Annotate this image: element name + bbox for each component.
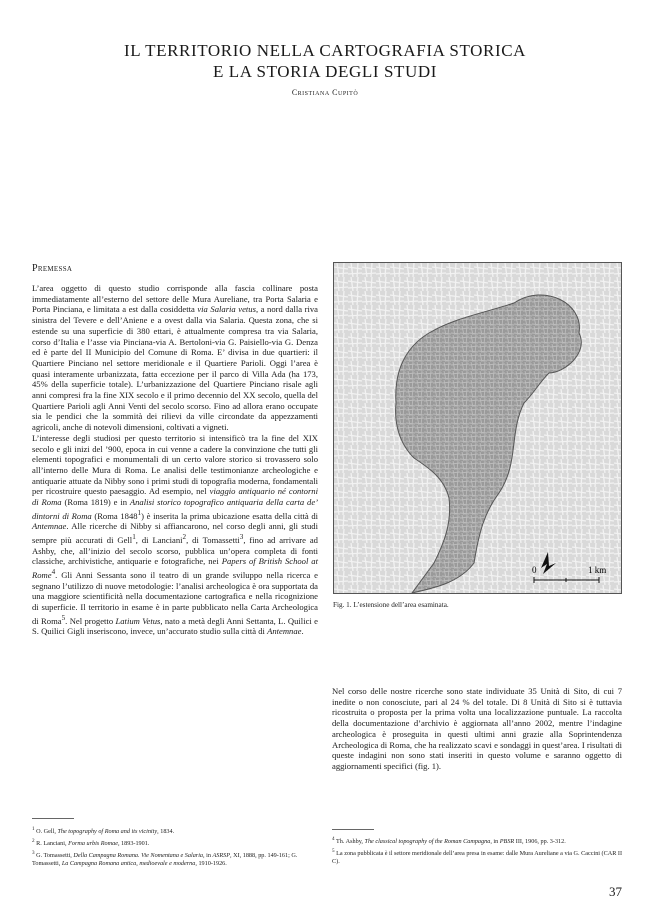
- italic-run: La Campagna Romana antica, medioevale e moderna: [61, 860, 196, 868]
- scale-label-start: 0: [532, 565, 537, 575]
- italic-run: viaggio antiquario né contorni di Roma: [32, 486, 318, 508]
- italic-run: via Salaria vetus: [197, 304, 256, 315]
- right-column: [332, 686, 622, 772]
- italic-run: PBSR: [499, 838, 515, 846]
- footnote-ref: 1: [137, 508, 142, 517]
- text-run: Th. Ashby,: [336, 838, 365, 846]
- text-run: ) è inserita la prima ubicazione esatta della città di: [141, 510, 318, 521]
- footnote-number: 3: [32, 850, 35, 857]
- text-run: , fino ad arrivare ad Ashby, che, all’inizio del secolo scorso, pubblica un’opera completa di fonti classiche, archivistiche, antiquarie e fotografiche, nei: [32, 534, 318, 567]
- text-run: , di Tomassetti: [186, 534, 240, 545]
- footnote-number: 5: [332, 848, 335, 855]
- map-figure: [333, 262, 622, 594]
- footnote-number: 2: [32, 838, 35, 845]
- author: Cristiana Cupitò: [291, 88, 359, 97]
- paragraph-2: [32, 433, 318, 637]
- text-run: , di Lanciani: [135, 534, 183, 545]
- italic-run: ASRSP: [212, 852, 231, 860]
- text-run: .: [301, 626, 304, 637]
- text-run: (Roma 1819) e in: [61, 497, 130, 508]
- text-run: , a nord dalla riva sinistra del Tevere e dell’Aniene e a ovest dalla via Salaria. Questa zona, che si estende su una superficie di 380 ettari, è attualmente compresa tra via Salaria, corso d’Italia e l’asse via Pinciana-via A. Bertoloni-via G. Paisiello-via G. Denza ed è parte del II Municipio del Comune di Roma. E’ divisa in due quartieri: il Quartiere Pinciano nel settore meridionale e il Quartiere Parioli. Oggi l’area è quasi interamente urbanizzata, fatta eccezione per il parco di Villa Ada (ha 173, 45% della superficie totale). L’urbanizzazione del Quartiere Pinciano risale agli anni compresi fra la fine XIX secolo e il primo decennio del XX secolo, quella del Quartiere Parioli agli Anni Venti del secolo scorso. Fino ad allora erano occupate sia le pendici che la sommità dei rilievi da ville circondate da appezzamenti agricoli, anche di notevoli dimensioni, coltivati a vigneti.: [32, 304, 318, 433]
- text-run: G. Tomassetti,: [36, 852, 74, 860]
- footnotes-right: [332, 835, 622, 867]
- title-line-2: E LA STORIA DEGLI STUDI: [212, 62, 438, 81]
- footnote-number: 4: [332, 836, 335, 842]
- italic-run: Analisi storico topografico antiquaria della carta de’ dintorni di Roma: [32, 497, 318, 521]
- footnote-ref: 2: [182, 533, 187, 542]
- page-number: 37: [609, 884, 622, 899]
- scale-label-end: 1 km: [588, 565, 607, 575]
- text-run: O. Gell,: [36, 828, 58, 836]
- footnotes-left: [32, 825, 318, 869]
- footnote: [32, 849, 318, 868]
- section-heading: Premessa: [32, 263, 73, 274]
- right-paragraph: Nel corso delle nostre ricerche sono state individuate 35 Unità di Sito, di cui 7 inedite o non conosciute, pari al 24 % del totale. Di 8 Unità di Sito si è tuttavia ricostruita o proposta per la prima volta una localizzazione puntuale. La raccolta della documentazione d’archivio è aggiornata all’anno 2002, mentre l’indagine archeologica è proseguita in questi ultimi anni grazie alla Soprintendenza Archeologica di Roma, che ha realizzato scavi e sondaggi in quest’area. I risultati di queste indagini non sono stati inseriti in questo volume e saranno oggetto di aggiornamenti specifici (fig. 1).: [332, 686, 622, 771]
- map-graphic: [334, 263, 621, 593]
- footnote: [332, 847, 622, 866]
- footnote-ref: 4: [51, 568, 56, 576]
- footnote-rule: [332, 829, 374, 830]
- text-run: R. Lanciani,: [36, 840, 69, 848]
- footnote-rule: [32, 818, 74, 819]
- italic-run: Della Campagna Romana. Vie Nomentana e Salaria: [73, 852, 204, 860]
- footnote: [332, 835, 622, 846]
- text-run: . Nel progetto: [65, 615, 116, 626]
- text-run: (Roma 1848: [91, 510, 138, 521]
- text-run: . Alle ricerche di Nibby si affiancarono, nel corso degli anni, gli studi sempre più accurati di Gell: [32, 521, 318, 545]
- text-run: , nato a metà degli Anni Settanta, L. Quilici e S. Quilici Gigli inseriscono, invece, un’accurato studio sulla città di: [32, 615, 318, 637]
- footnote-ref: 1: [132, 533, 136, 542]
- text-run: , XI, 1888, pp. 149-161; G. Tomassetti,: [32, 852, 298, 868]
- text-run: , in: [490, 838, 500, 846]
- paragraph-1: [32, 283, 318, 433]
- text-run: , 1893-1901.: [117, 840, 150, 848]
- text-run: L’interesse degli studiosi per questo territorio si intensificò tra la fine del XIX secolo e gli inizi del ’900, epoca in cui venne a cadere la convinzione che tutti gli elementi topografici e monumentali di un certo valore storico si trovassero solo all’interno delle Mura di Roma. Le analisi delle testimonianze archeologiche e antiquarie attuate da Nibby sono i primi studi di topografia moderna, fondamentali per ricostruire questo paesaggio. Ad esempio, nel: [32, 432, 318, 497]
- italic-run: The topography of Roma and its vicinity: [57, 828, 158, 836]
- italic-run: Forma urbis Romae: [68, 840, 118, 848]
- title-line-1: IL TERRITORIO NELLA CARTOGRAFIA STORICA: [123, 41, 527, 60]
- footnote-ref: 5: [61, 613, 66, 622]
- italic-run: Antemnae: [267, 626, 302, 637]
- article-title: [40, 40, 610, 82]
- left-column: [32, 283, 318, 637]
- text-run: L’area oggetto di questo studio corrisponde alla fascia collinare posta immediatamente all’esterno del settore delle Mura Aureliane, tra Porta Salaria e Porta Pinciana, e limitata a est dalla cosiddetta: [32, 283, 318, 315]
- footnote: [32, 825, 318, 836]
- text-run: III, 1906, pp. 3-312.: [514, 838, 566, 846]
- italic-run: Latium Vetus: [115, 615, 161, 626]
- figure-caption: Fig. 1. L’estensione dell’area esaminata.: [333, 601, 449, 609]
- text-run: , 1910-1926.: [195, 860, 227, 868]
- text-run: , in: [203, 852, 213, 860]
- text-run: La zona pubblicata è il settore meridionale dell’area presa in esame: dalle Mura Aureliane a via G. Caccini (CAR II C).: [332, 850, 623, 866]
- text-run: , 1834.: [157, 828, 175, 836]
- footnote-ref: 3: [239, 533, 244, 542]
- text-run: . Gli Anni Sessanta sono il teatro di un grande sviluppo nella ricerca e segnano l’utilizzo di nuove metodologie: l’analisi archeologica è ora supportata da una maggiore scientificità nella documentazione cartografica e nella ricognizione di superficie. Il territorio in esame è in parte pubblicato nella Carta Archeologica di Roma: [32, 569, 318, 626]
- footnote: [32, 837, 318, 848]
- italic-run: The classical topography of the Roman Campagna: [364, 838, 491, 846]
- italic-run: Antemnae: [32, 521, 67, 532]
- footnote-number: 1: [32, 826, 35, 832]
- italic-run: Papers of British School at Rome: [32, 556, 318, 580]
